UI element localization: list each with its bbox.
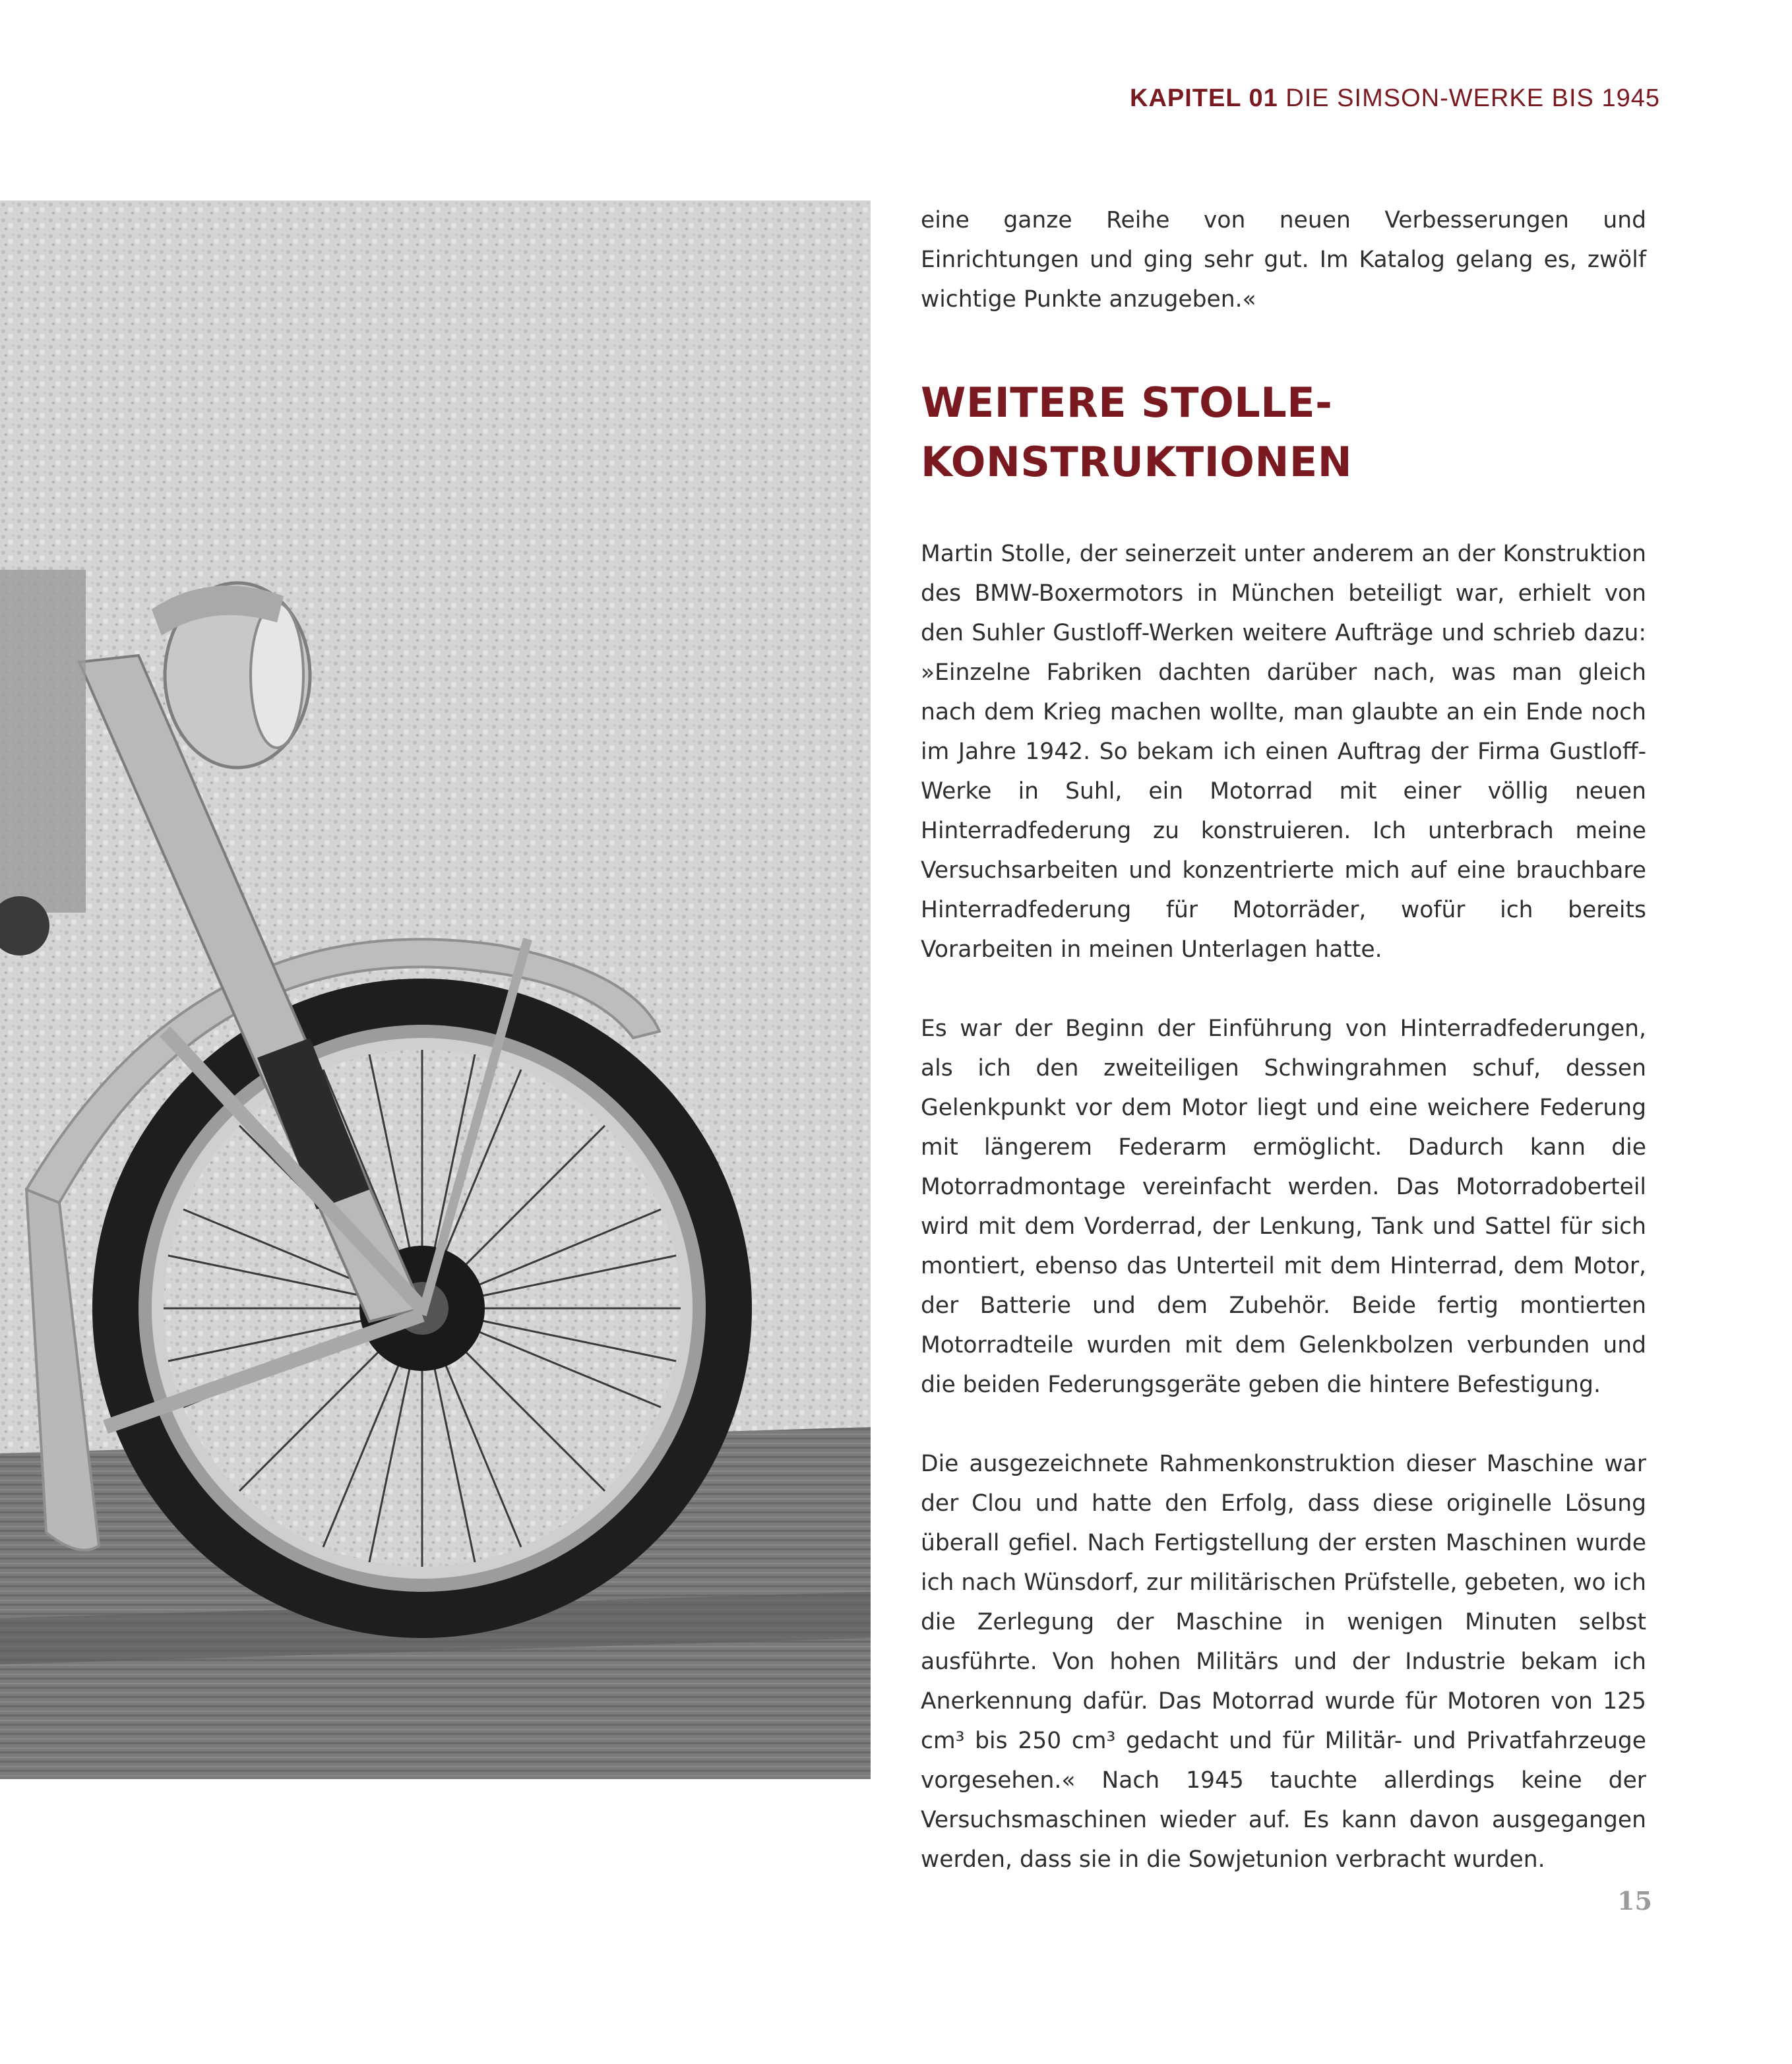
chapter-label: KAPITEL 01 bbox=[1130, 84, 1278, 112]
chapter-title: DIE SIMSON-WERKE BIS 1945 bbox=[1285, 84, 1660, 112]
page-number: 15 bbox=[1617, 1886, 1652, 1916]
running-head bbox=[1130, 84, 1660, 113]
paragraph-spacer bbox=[921, 1405, 1646, 1444]
photo-illustration bbox=[0, 200, 871, 1779]
section-heading: WEITERE STOLLE-KONSTRUKTIONEN bbox=[921, 379, 1353, 486]
intro-paragraph: eine ganze Reihe von neuen Verbesserungen und Einrichtungen und ging sehr gut. Im Katalog gelang es, zwölf wichtige Punkte anzugeben.« bbox=[921, 207, 1646, 313]
body-paragraph-2: Es war der Beginn der Einführung von Hinterradfederungen, als ich den zweiteiligen Schwingrahmen schuf, dessen Gelenkpunkt vor dem Motor liegt und eine weichere Federung mit längerem Federarm ermöglicht. Dadurch kann die Motorradmontage vereinfacht werden. Das Motorradoberteil wird mit dem Vorderrad, der Lenkung, Tank und Sattel für sich montiert, ebenso das Unterteil mit dem Hinterrad, dem Motor, der Batterie und dem Zubehör. Beide fertig montierten Motorradteile wurden mit dem Gelenkbolzen verbunden und die beiden Federungsgeräte geben die hintere Befestigung. bbox=[921, 1016, 1646, 1398]
body-paragraph-3: Die ausgezeichnete Rahmenkonstruktion dieser Maschine war der Clou und hatte den Erfolg, dass diese originelle Lösung überall gefiel. Nach Fertigstellung der ersten Maschinen wurde ich nach Wünsdorf, zur militärischen Prüfstelle, gebeten, wo ich die Zerlegung der Maschine in wenigen Minuten selbst ausführte. Von hohen Militärs und der Industrie bekam ich Anerkennung dafür. Das Motorrad wurde für Motoren von 125 cm³ bis 250 cm³ gedacht und für Militär- und Privatfahrzeuge vorgesehen.« Nach 1945 tauchte allerdings keine der Versuchsmaschinen wieder auf. Es kann davon ausgegangen werden, dass sie in die Sowjetunion verbracht wurden. bbox=[921, 1451, 1646, 1873]
paragraph-spacer bbox=[921, 969, 1646, 1009]
motorcycle-front-wheel-photo bbox=[0, 200, 871, 1779]
body-paragraph-1: Martin Stolle, der seinerzeit unter anderem an der Konstruktion des BMW-Boxermotors in München beteiligt war, erhielt von den Suhler Gustloff-Werken weitere Aufträge und schrieb dazu: »Einzelne Fabriken dachten darüber nach, was man gleich nach dem Krieg machen wollte, man glaubte an ein Ende noch im Jahre 1942. So bekam ich einen Auftrag der Firma Gustloff-Werke in Suhl, ein Motorrad mit einer völlig neuen Hinterradfederung zu konstruieren. Ich unterbrach meine Versuchsarbeiten und konzentrierte mich auf eine brauchbare Hinterradfederung für Motorräder, wofür ich bereits Vorarbeiten in meinen Unterlagen hatte. bbox=[921, 541, 1646, 963]
text-column bbox=[921, 200, 1646, 1879]
